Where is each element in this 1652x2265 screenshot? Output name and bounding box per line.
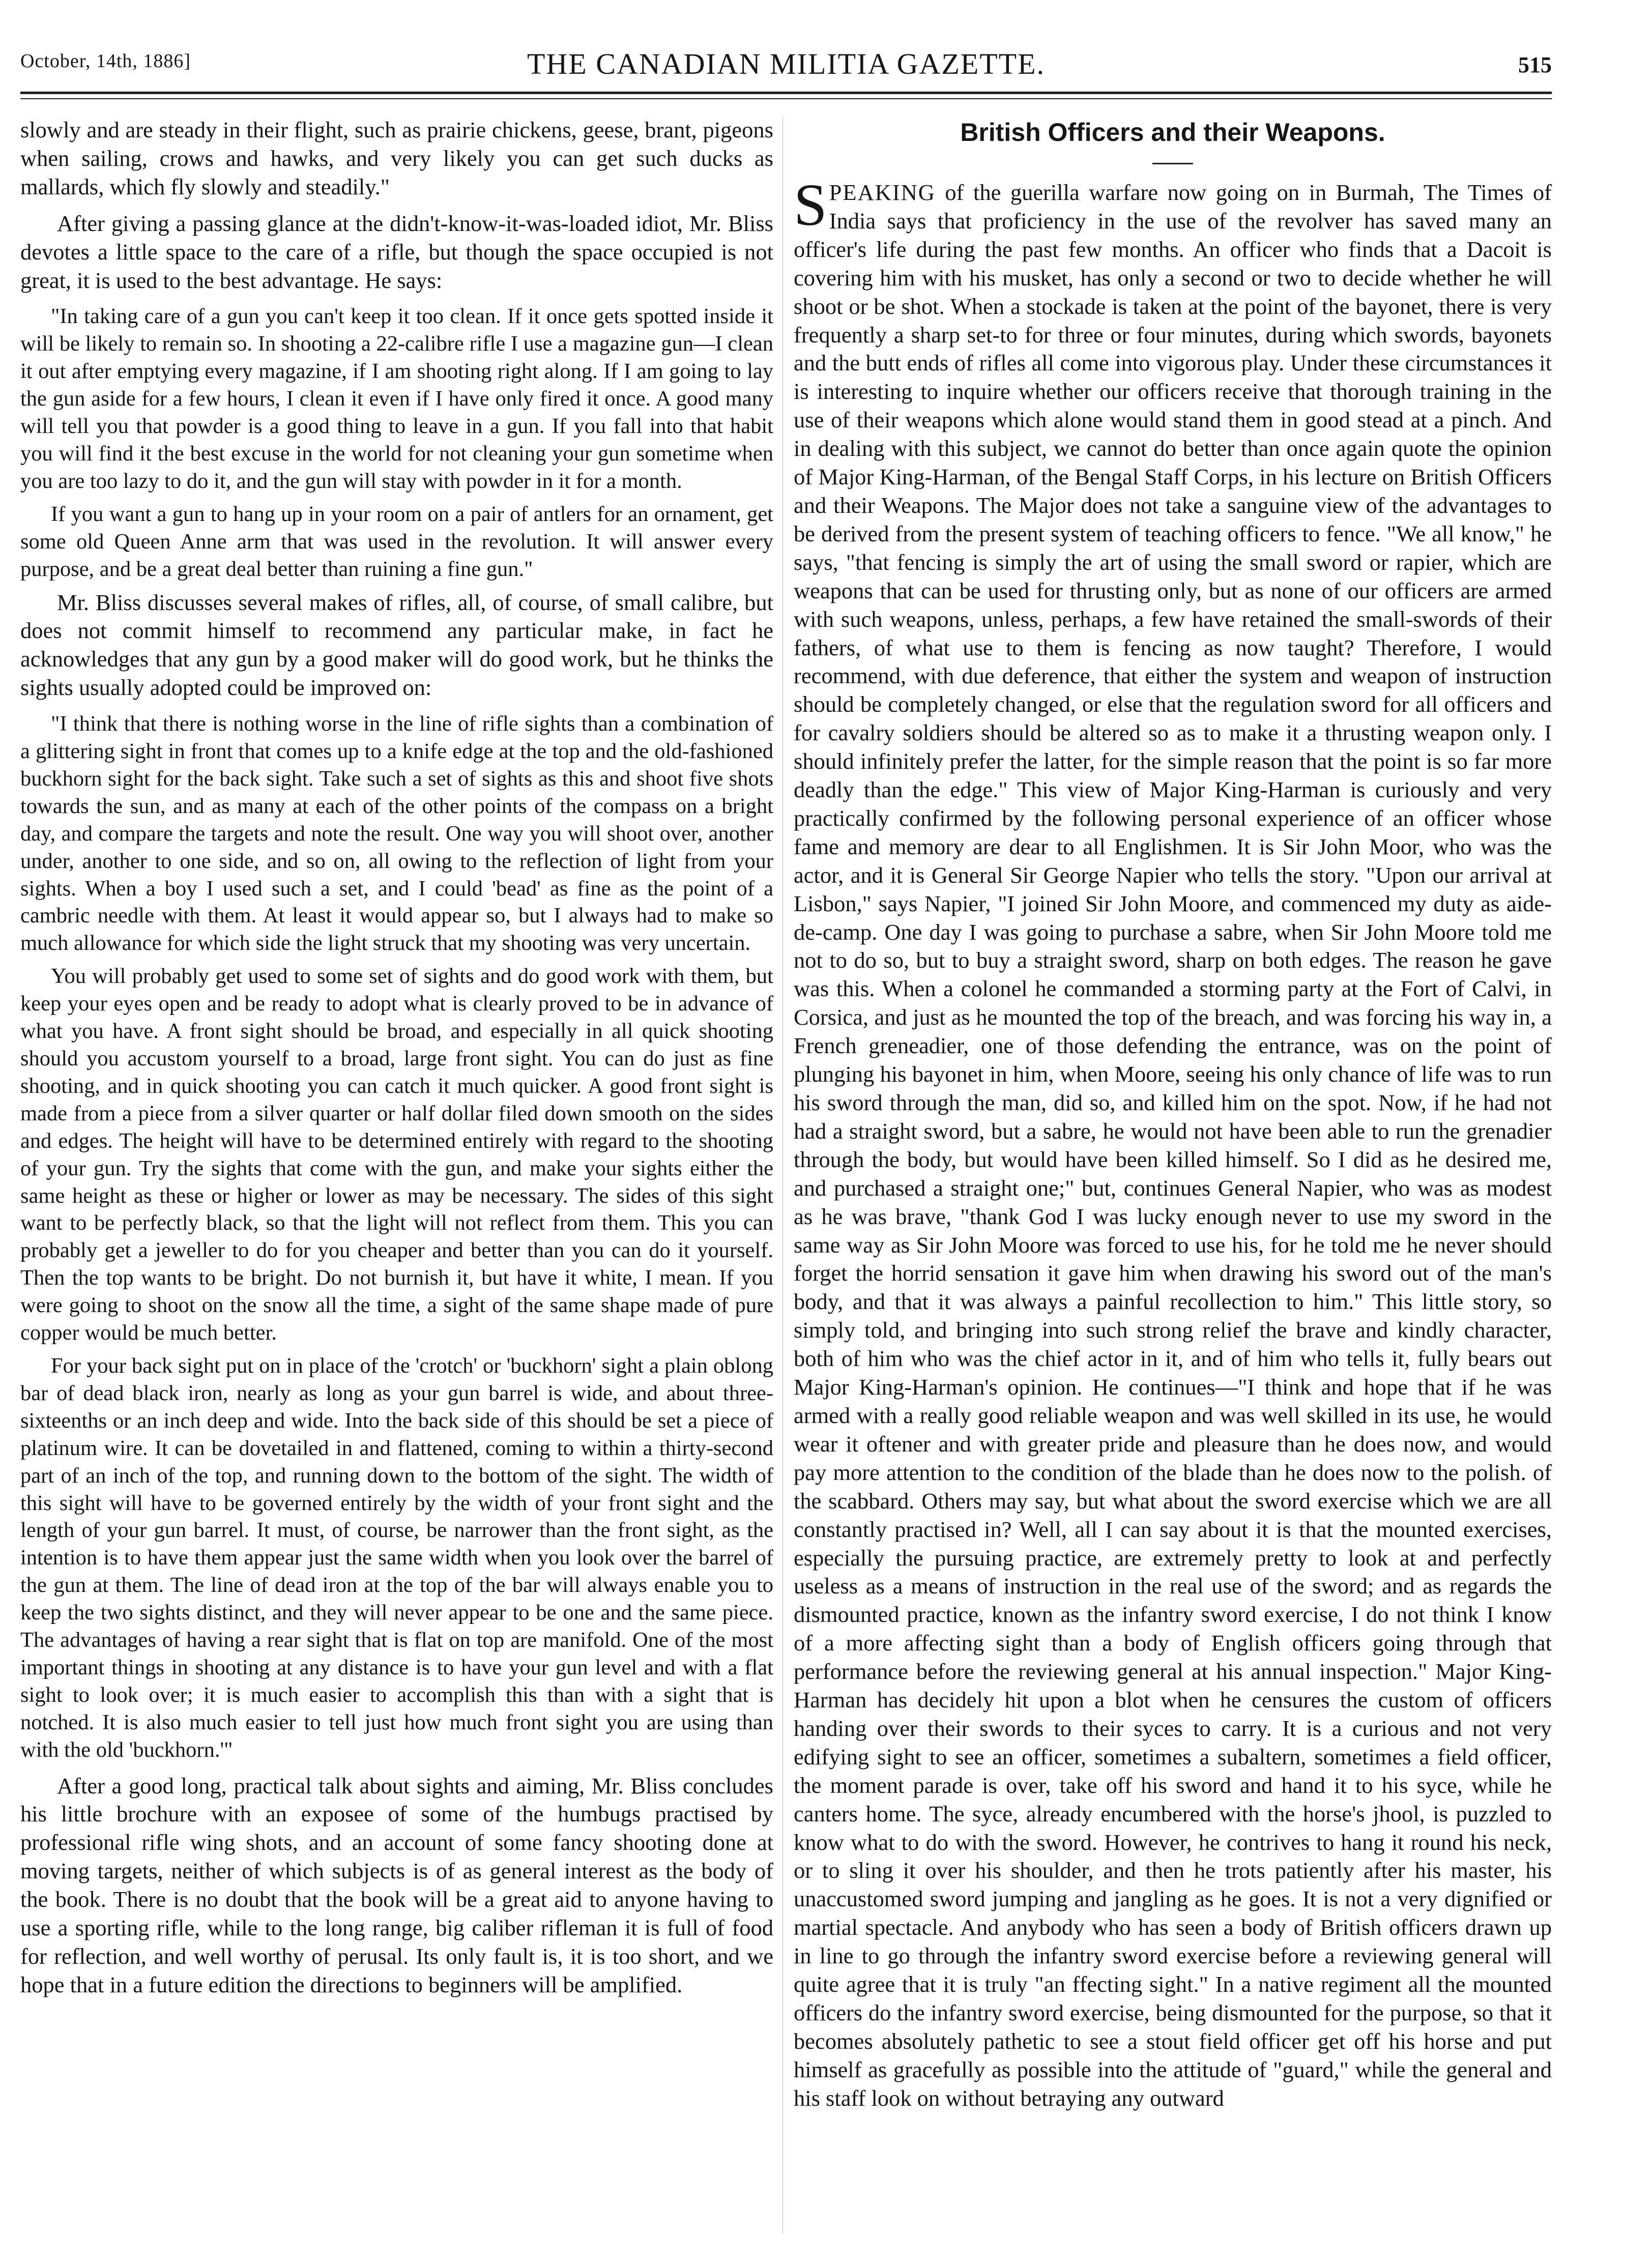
paragraph: Mr. Bliss discusses several makes of rifles, all, of course, of small calibre, but does not commit himself to recommend any particular make, in fact he acknowledges that any gun by a good maker will do good work, but he thinks the sights usually adopted could be improved on: xyxy=(20,589,773,701)
paragraph: After a good long, practical talk about sights and aiming, Mr. Bliss concludes his little brochure with an exposee of some of the humbugs practised by professional rifle wing shots, and an account of some fancy shooting done at moving targets, neither of which subjects is of as general interest as the body of the book. There is no doubt that the book will be a great aid to anyone having to use a sporting rifle, while to the long range, big caliber rifleman it is full of food for reflection, and well worthy of perusal. Its only fault is, it is too short, and we hope that in a future edition the directions to beginners will be amplified. xyxy=(20,1773,773,1997)
quote-paragraph: For your back sight put on in place of the 'crotch' or 'buckhorn' sight a plain oblong bar of dead black iron, nearly as long as your gun barrel is wide, and about three-sixteenths or an inch deep and wide. Into the back side of this should be set a piece of platinum wire. It can be dovetailed in and flattened, coming to within a thirty-second part of an inch of the top, and running down to the bottom of the sight. The width of this sight will have to be governed entirely by the width of your front sight and the length of your gun barrel. It must, of course, be narrower than the front sight, as the intention is to have them appear just the same width when you look over the barrel of the gun at them. The line of dead iron at the top of the bar will always enable you to keep the two sights distinct, and they will never appear to be one and the same piece. The advantages of having a rear sight that is flat on top are manifold. One of the most important things in shooting at any distance is to have your gun level and with a flat sight to look over; it is much easier to accomplish this than with a sight that is notched. It is also much easier to tell just how much front sight you are using than with the old 'buckhorn.'" xyxy=(20,1353,773,1762)
lead-caps: PEAKING xyxy=(829,180,936,205)
quote-paragraph: "In taking care of a gun you can't keep it too clean. If it once gets spotted inside it will be likely to remain so. In shooting a 22-calibre rifle I use a magazine gun—I clean it out after emptying every magazine, if I am shooting right along. If I am going to lay the gun aside for a few hours, I clean it even if I have only fired it once. A good many will tell you that powder is a good thing to leave in a gun. If you fall into that habit you will find it the best excuse in the world for not cleaning your gun sometime when you are too lazy to do it, and the gun will stay with powder in it for a month. xyxy=(20,304,773,493)
column-divider xyxy=(782,117,783,2233)
article-title: British Officers and their Weapons. xyxy=(960,118,1385,147)
page-number: 515 xyxy=(1518,52,1552,77)
quote-paragraph: You will probably get used to some set of sights and do good work with them, but keep your eyes open and be ready to adopt what is clearly proved to be in advance of what you have. A front sight should be broad, and especially in all quick shooting should you accustom yourself to a broad, large front sight. You can do just as fine shooting, and in quick shooting you can catch it much quicker. A good front sight is made from a piece from a silver quarter or half dollar filed down smooth on the sides and edges. The height will have to be determined entirely with regard to the shooting of your gun. Try the sights that come with the gun, and make your sights either the same height as these or higher or lower as may be necessary. The sides of this sight want to be perfectly black, so that the light will not reflect from them. This you can probably get a jeweller to do for you cheaper and better than you can do it yourself. Then the top wants to be bright. Do not burnish it, but have it white, I mean. If you were going to shoot on the snow all the time, a sight of the same shape made of pure copper would be much better. xyxy=(20,964,773,1345)
header-rule-thick xyxy=(20,92,1552,94)
publication-title: THE CANADIAN MILITIA GAZETTE. xyxy=(527,47,1046,80)
article-text: of the guerilla warfare now going on in Burmah, The Times of India says that proficiency in the use of the revolver has saved many an officer's life during the past few months. An officer who finds that a Dacoit is covering him with his musket, has only a second or two to decide whether he will shoot or be shot. When a stockade is taken at the point of the bayonet, there is very frequently a sharp set-to for three or four minutes, during which swords, bayonets and the butt ends of rifles all come into vigorous play. Under these circumstances it is interesting to inquire whether our officers receive that thorough training in the use of their weapons which alone would stand them in good stead at a pinch. And in dealing with this subject, we cannot do better than once again quote the opinion of Major King-Harman, of the Bengal Staff Corps, in his lecture on British Officers and their Weapons. The Major does not take a sanguine view of the advantages to be derived from the present system of teaching officers to fence. "We all know," he says, "that fencing is simply the art of using the small sword or rapier, which are weapons that can be used for thrusting only, but as none of our officers are armed with such weapons, unless, perhaps, a few have retained the small-swords of their fathers, of what use to them is fencing as now taught? Therefore, I would recommend, with due deference, that either the system and weapon of instruction should be completely changed, or else that the regulation sword for all officers and for cavalry soldiers should be altered so as to make it a thrusting weapon only. I should infinitely prefer the latter, for the simple reason that the point is so far more deadly than the edge." This view of Major King-Harman is curiously and very practically confirmed by the following personal experience of an officer whose fame and memory are dear to all Englishmen. It is Sir John Moor, who was the actor, and it is General Sir George Napier who tells the story. "Upon our arrival at Lisbon," says Napier, "I joined Sir John Moore, and commenced my duty as aide-de-camp. One day I was going to purchase a sabre, when Sir John Moore told me not to do so, but to buy a straight sword, sharp on both edges. The reason he gave was this. When a colonel he commanded a storming party at the Fort of Calvi, in Corsica, and just as he mounted the top of the breach, and was forcing his way in, a French greneadier, one of those defending the entrance, was on the point of plunging his bayonet in him, when Moore, seeing his only chance of life was to run his sword through the man, did so, and killed him on the spot. Now, if he had not had a straight sword, but a sabre, he would not have been able to run the grenadier through the body, but would have been killed himself. So I did as he desired me, and purchased a straight one;" but, continues General Napier, who was as modest as he was brave, "thank God I was lucky enough never to use my sword in the same way as Sir John Moore was forced to use his, for he told me he never should forget the horrid sensation it gave him when drawing his sword out of the man's body, and that it was always a painful recollection to him." This little story, so simply told, and bringing into such strong relief the brave and kindly character, both of him who was the chief actor in it, and of him who tells it, fully bears out Major King-Harman's opinion. He continues—"I think and hope that if he was armed with a really good reliable weapon and was well skilled in its use, he would wear it oftener and with greater pride and pleasure than he does now, and would pay more attention to the condition of the blade than he does now to the polish. of the scabbard. Others may say, but what about the sword exercise which we are all constantly practised in? Well, all I can say about it is that the mounted exercises, especially the pursuing practice, are extremely pretty to look at and perfectly useless as a means of instruction in the real use of the sword; and as regards the dismounted practice, known as the infantry sword exercise, I do not think I know of a more affecting sight than a body of English officers going through that performance before the reviewing general at his annual inspection." Major King-Harman has decidely hit upon a blot when he censures the custom of officers handing over their swords to their syces to carry. It is a curious and not very edifying sight to see an officer, sometimes a subaltern, sometimes a field officer, the moment parade is over, take off his sword and hand it to his syce, while he canters home. The syce, already encumbered with the horse's jhool, is puzzled to know what to do with the sword. However, he contrives to hang it round his neck, or to sling it over his shoulder, and then he trots patiently after his master, his unaccustomed sword jumping and jangling as he goes. It is not a very dignified or martial spectacle. And anybody who has seen a body of British officers drawn up in line to go through the infantry sword exercise before a reviewing general will quite agree that it is truly "an ffecting sight." In a native regiment all the mounted officers do the infantry sword exercise, being dismounted for the purpose, so that it becomes absolutely pathetic to see a stout field officer get off his horse and put himself as gracefully as possible into the attitude of "guard," while the general and his staff look on without betraying any outward xyxy=(794,180,1552,2111)
title-rule xyxy=(1152,163,1193,164)
paragraph: After giving a passing glance at the didn't-know-it-was-loaded idiot, Mr. Bliss devotes a little space to the care of a rifle, but though the space occupied is not great, it is used to the best advantage. He says: xyxy=(20,210,773,293)
page-header xyxy=(20,47,1552,85)
right-column xyxy=(794,116,1552,2118)
article-body xyxy=(794,171,1552,2113)
left-column xyxy=(20,116,773,2005)
quote-paragraph: "I think that there is nothing worse in the line of rifle sights than a combination of a glittering sight in front that comes up to a knife edge at the top and the old-fashioned buckhorn sight for the back sight. Take such a set of sights as this and shoot five shots towards the sun, and as many at each of the other points of the compass on a bright day, and compare the targets and note the result. One way you will shoot over, another under, another to one side, and so on, all owing to the reflection of light from your sights. When a boy I used such a set, and I could 'bead' as fine as the point of a cambric needle with them. At least it would appear so, but I always had to make so much allowance for which side the light struck that my shooting was very uncertain. xyxy=(20,712,773,955)
paragraph: slowly and are steady in their flight, such as prairie chickens, geese, brant, pigeons when sailing, crows and hawks, and very likely you can get such ducks as mallards, which fly slowly and steadily." xyxy=(20,117,773,199)
header-rule-thin xyxy=(20,98,1552,99)
quote-paragraph: If you want a gun to hang up in your room on a pair of antlers for an ornament, get some old Queen Anne arm that was used in the revolution. It will answer every purpose, and be a great deal better than ruining a fine gun." xyxy=(20,502,773,581)
drop-cap: S xyxy=(794,171,827,238)
issue-date: October, 14th, 1886] xyxy=(20,50,191,72)
